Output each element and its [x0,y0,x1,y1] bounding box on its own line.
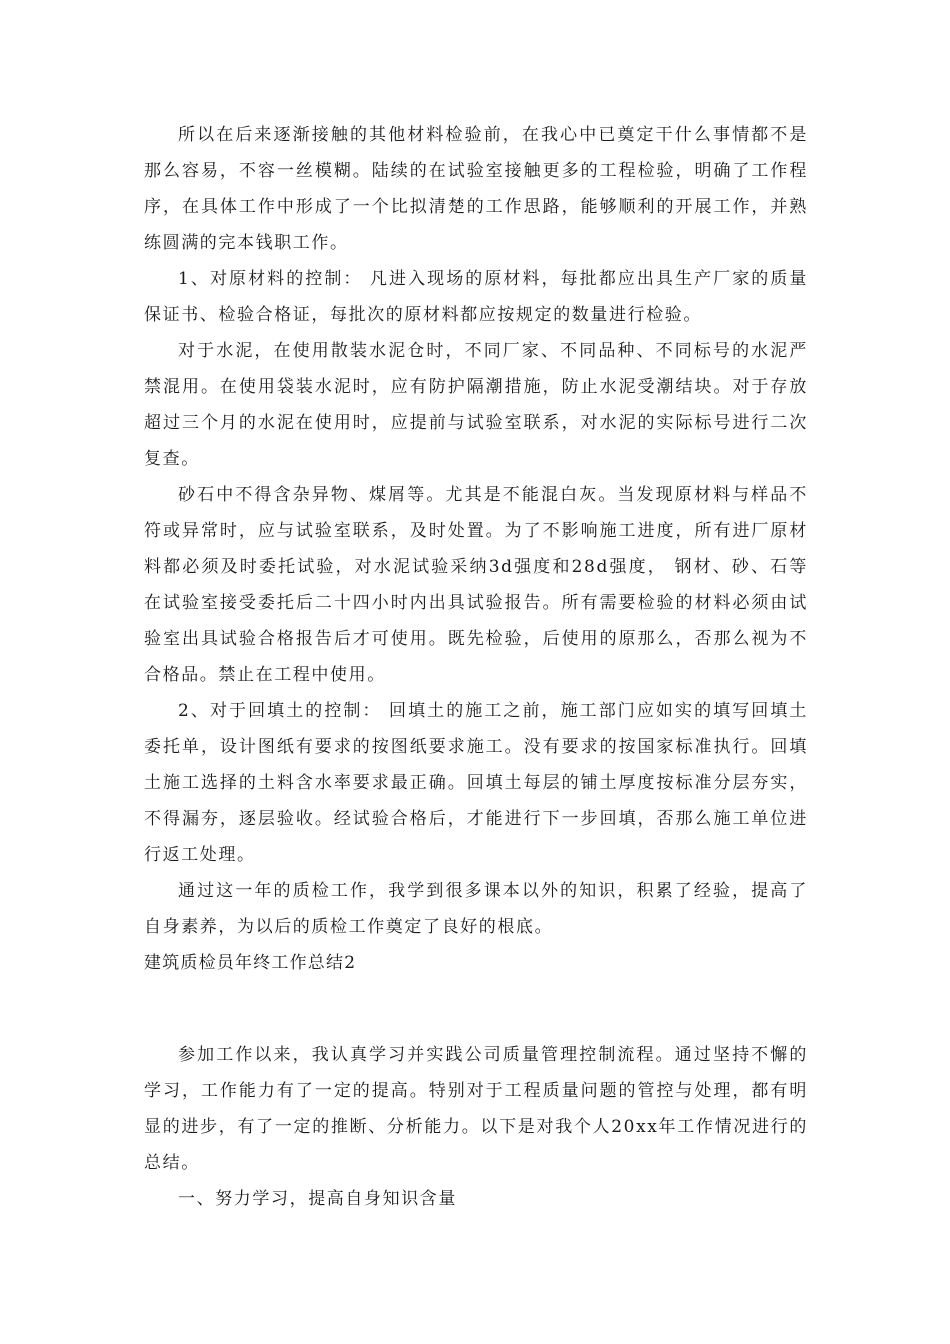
document-body [144,117,808,1217]
section-spacer [144,981,808,1037]
subheading-study: 一、努力学习，提高自身知识含量 [178,1189,457,1209]
paragraph-sand-gravel: 砂石中不得含杂异物、煤屑等。尤其是不能混白灰。当发现原材料与样品不符或异常时，应与试验室联系，及时处置。为了不影响施工进度，所有进厂原材料都必须及时委托试验，对水泥试验采纳3d强度和28d强度， 钢材、砂、石等在试验室接受委托后二十四小时内出具试验报告。所有需要检验的材料必须由试验室出具试验合格报告后才可使用。既先检验，后使用的原那么，否那么视为不合格品。禁止在工程中使用。 [144,485,808,685]
paragraph-backfill-control: 2、对于回填土的控制： 回填土的施工之前，施工部门应如实的填写回填土委托单，设计图纸有要求的按图纸要求施工。没有要求的按国家标准执行。回填土施工选择的土料含水率要求最正确。回填土每层的铺土厚度按标准分层夯实，不得漏夯，逐层验收。经试验合格后，才能进行下一步回填，否那么施工单位进行返工处理。 [144,701,808,865]
paragraph-conclusion: 通过这一年的质检工作，我学到很多课本以外的知识，积累了经验，提高了自身素养，为以后的质检工作奠定了良好的根底。 [144,881,808,937]
section-title: 建筑质检员年终工作总结2 [144,953,357,973]
paragraph-raw-material-control: 1、对原材料的控制： 凡进入现场的原材料，每批都应出具生产厂家的质量保证书、检验合格证，每批次的原材料都应按规定的数量进行检验。 [144,269,808,325]
paragraph-cement: 对于水泥，在使用散装水泥仓时，不同厂家、不同品种、不同标号的水泥严禁混用。在使用袋装水泥时，应有防护隔潮措施，防止水泥受潮结块。对于存放超过三个月的水泥在使用时，应提前与试验室联系，对水泥的实际标号进行二次复查。 [144,341,808,469]
paragraph-summary-intro: 参加工作以来，我认真学习并实践公司质量管理控制流程。通过坚持不懈的学习，工作能力有了一定的提高。特别对于工程质量问题的管控与处理，都有明显的进步，有了一定的推断、分析能力。以下是对我个人20xx年工作情况进行的总结。 [144,1045,808,1173]
paragraph-material-inspection-intro: 所以在后来逐渐接触的其他材料检验前，在我心中已奠定干什么事情都不是那么容易，不容一丝模糊。陆续的在试验室接触更多的工程检验，明确了工作程序，在具体工作中形成了一个比拟清楚的工作思路，能够顺利的开展工作，并熟练圆满的完本钱职工作。 [144,125,808,253]
